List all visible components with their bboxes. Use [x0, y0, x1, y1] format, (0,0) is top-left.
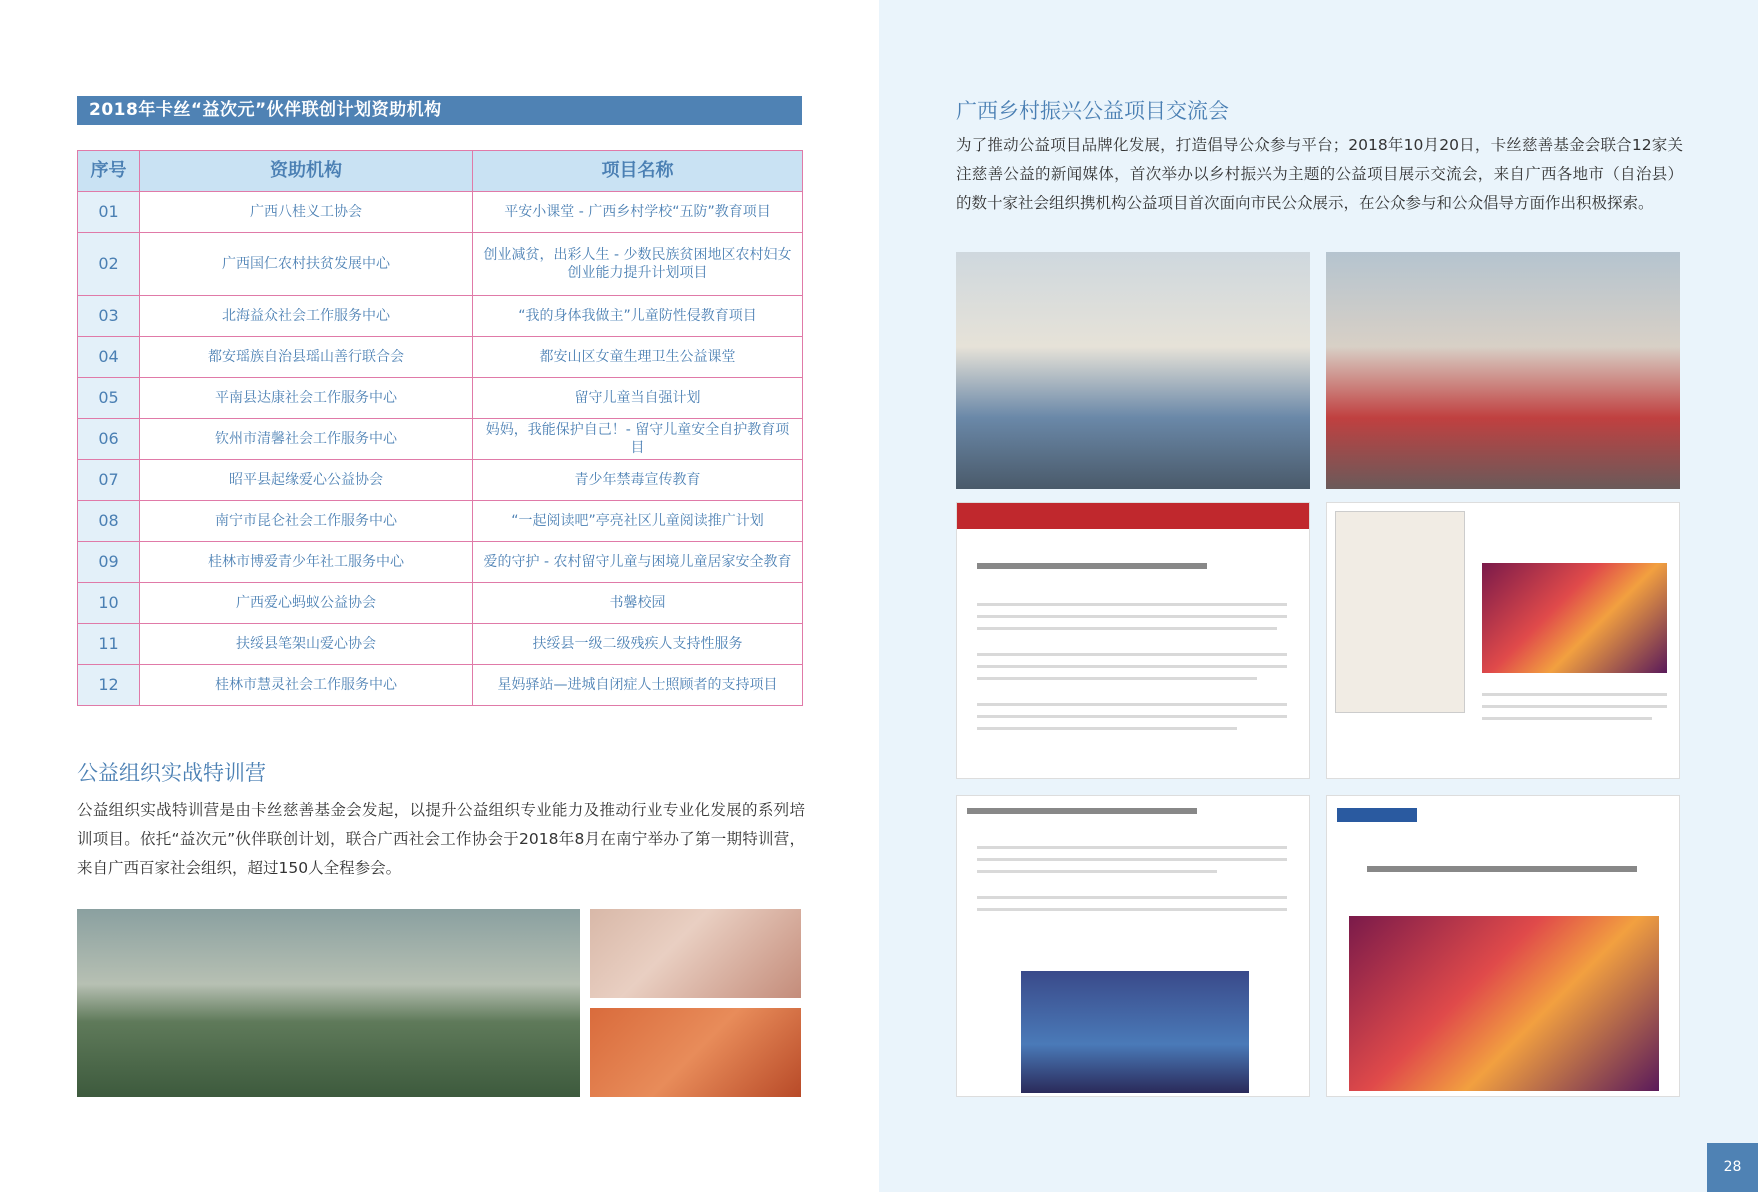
row-project: “一起阅读吧”亭亮社区儿童阅读推广计划 — [473, 501, 803, 542]
text-line — [977, 615, 1287, 618]
row-organization: 扶绥县笔架山爱心协会 — [140, 624, 473, 665]
row-organization: 桂林市慧灵社会工作服务中心 — [140, 665, 473, 706]
row-organization: 南宁市昆仑社会工作服务中心 — [140, 501, 473, 542]
row-project: 青少年禁毒宣传教育 — [473, 460, 803, 501]
page-number: 28 — [1707, 1143, 1758, 1192]
text-line — [977, 908, 1287, 911]
row-number: 04 — [78, 337, 140, 378]
row-project: 爱的守护 - 农村留守儿童与困境儿童居家安全教育 — [473, 542, 803, 583]
news-clipping-1 — [956, 502, 1310, 779]
row-organization: 北海益众社会工作服务中心 — [140, 296, 473, 337]
text-line — [977, 727, 1237, 730]
news-clipping-4 — [1326, 795, 1680, 1097]
row-project: 留守儿童当自强计划 — [473, 378, 803, 419]
table-row — [78, 542, 803, 583]
training-body-text: 公益组织实战特训营是由卡丝慈善基金会发起，以提升公益组织专业能力及推动行业专业化发展的系列培训项目。依托“益次元”伙伴联创计划，联合广西社会工作协会于2018年8月在南宁举办了第一期特训营，来自广西百家社会组织，超过150人全程参会。 — [77, 801, 805, 877]
newspaper-thumbnail — [1335, 511, 1465, 713]
exchange-section-title: 广西乡村振兴公益项目交流会 — [956, 99, 1229, 123]
text-line — [977, 870, 1217, 873]
row-organization: 都安瑶族自治县瑶山善行联合会 — [140, 337, 473, 378]
news-clipping-2 — [1326, 502, 1680, 779]
news-header-bar — [957, 503, 1309, 529]
text-line — [977, 603, 1287, 606]
table-row — [78, 583, 803, 624]
site-logo — [1337, 808, 1417, 822]
text-line — [977, 703, 1287, 706]
table-row — [78, 501, 803, 542]
text-line — [977, 653, 1287, 656]
row-organization: 广西八桂义工协会 — [140, 192, 473, 233]
group-photo — [77, 909, 580, 1097]
row-number: 10 — [78, 583, 140, 624]
row-project: 平安小课堂 - 广西乡村学校“五防”教育项目 — [473, 192, 803, 233]
row-number: 09 — [78, 542, 140, 583]
row-number: 05 — [78, 378, 140, 419]
text-line — [977, 627, 1277, 630]
row-number: 02 — [78, 233, 140, 296]
news-clipping-3 — [956, 795, 1310, 1097]
table-row — [78, 378, 803, 419]
row-organization: 广西国仁农村扶贫发展中心 — [140, 233, 473, 296]
text-line — [1482, 717, 1652, 720]
text-line — [977, 715, 1287, 718]
row-project: 都安山区女童生理卫生公益课堂 — [473, 337, 803, 378]
text-line — [977, 665, 1287, 668]
text-line — [977, 896, 1287, 899]
header-organization: 资助机构 — [140, 151, 473, 192]
row-number: 06 — [78, 419, 140, 460]
stage-photo — [1349, 916, 1659, 1091]
table-row — [78, 460, 803, 501]
headline-placeholder — [977, 563, 1207, 569]
row-organization: 昭平县起缘爱心公益协会 — [140, 460, 473, 501]
text-line — [977, 677, 1257, 680]
training-section-title: 公益组织实战特训营 — [77, 761, 266, 785]
row-organization: 钦州市清馨社会工作服务中心 — [140, 419, 473, 460]
row-project: “我的身体我做主”儿童防性侵教育项目 — [473, 296, 803, 337]
exhibition-photo-2 — [1326, 252, 1680, 489]
row-project: 创业减贫，出彩人生 - 少数民族贫困地区农村妇女创业能力提升计划项目 — [473, 233, 803, 296]
row-project: 书馨校园 — [473, 583, 803, 624]
text-line — [977, 846, 1287, 849]
table-row — [78, 337, 803, 378]
text-line — [1482, 693, 1667, 696]
speaker-photo — [590, 1008, 801, 1097]
exchange-body-text: 为了推动公益项目品牌化发展，打造倡导公众参与平台；2018年10月20日，卡丝慈善基金会联合12家关注慈善公益的新闻媒体，首次举办以乡村振兴为主题的公益项目展示交流会，来自广西各地市（自治县）的数十家社会组织携机构公益项目首次面向市民公众展示，在公众参与和公众倡导方面作出积极探索。 — [956, 136, 1683, 212]
row-organization: 桂林市博爱青少年社工服务中心 — [140, 542, 473, 583]
table-row — [78, 419, 803, 460]
row-number: 08 — [78, 501, 140, 542]
headline-placeholder — [967, 808, 1197, 814]
row-number: 03 — [78, 296, 140, 337]
row-number: 07 — [78, 460, 140, 501]
row-project: 妈妈，我能保护自己！- 留守儿童安全自护教育项目 — [473, 419, 803, 460]
funding-table — [77, 150, 803, 706]
award-photo — [1021, 971, 1249, 1093]
row-project: 扶绥县一级二级残疾人支持性服务 — [473, 624, 803, 665]
table-row — [78, 296, 803, 337]
row-project: 星妈驿站—进城自闭症人士照顾者的支持项目 — [473, 665, 803, 706]
table-row — [78, 665, 803, 706]
row-number: 01 — [78, 192, 140, 233]
table-title: 2018年卡丝“益次元”伙伴联创计划资助机构 — [77, 96, 802, 125]
table-row — [78, 233, 803, 296]
table-row — [78, 624, 803, 665]
table-row — [78, 192, 803, 233]
row-organization: 广西爱心蚂蚁公益协会 — [140, 583, 473, 624]
header-number: 序号 — [78, 151, 140, 192]
exhibition-photo-1 — [956, 252, 1310, 489]
stage-photo — [1482, 563, 1667, 673]
text-line — [1482, 705, 1667, 708]
row-organization: 平南县达康社会工作服务中心 — [140, 378, 473, 419]
headline-placeholder — [1367, 866, 1637, 872]
classroom-photo — [590, 909, 801, 998]
row-number: 12 — [78, 665, 140, 706]
row-number: 11 — [78, 624, 140, 665]
text-line — [977, 858, 1287, 861]
header-project: 项目名称 — [473, 151, 803, 192]
